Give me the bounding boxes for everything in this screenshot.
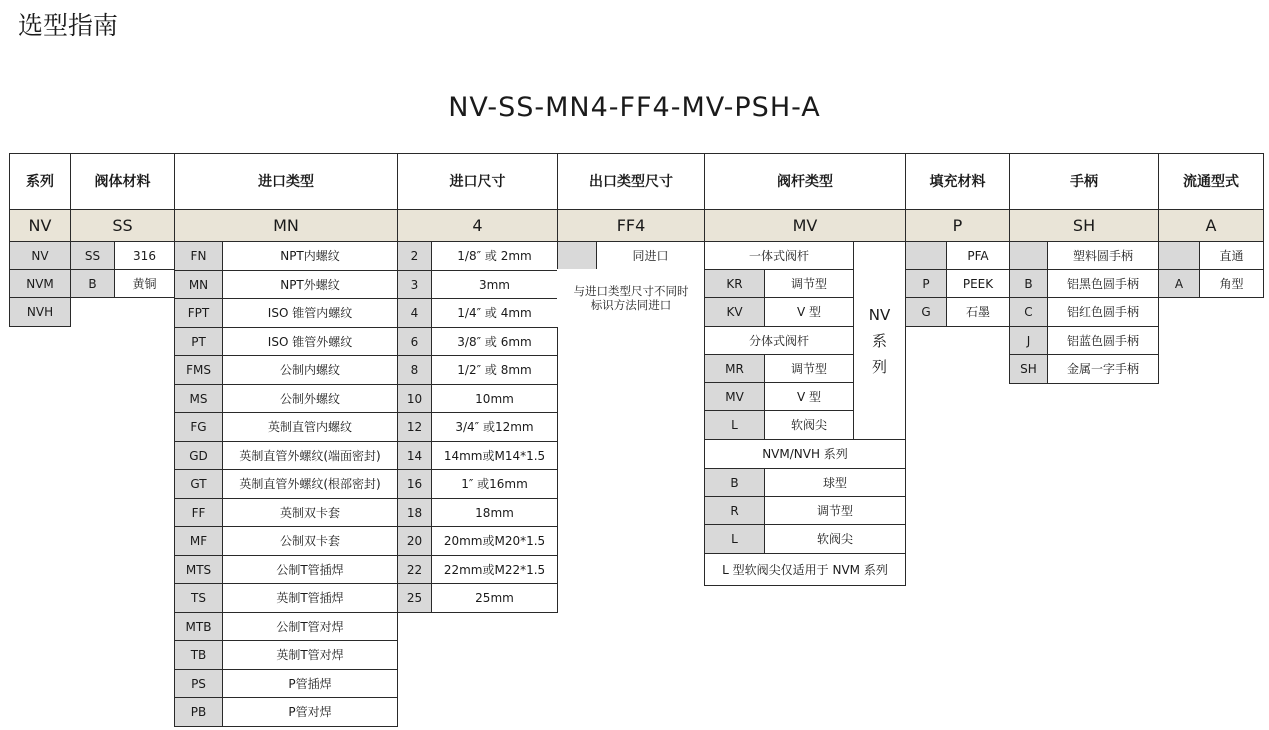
flow-code bbox=[1158, 241, 1200, 270]
stem-desc: 软阀尖 bbox=[764, 524, 906, 554]
inlet-type-code: PT bbox=[174, 327, 223, 356]
header-series: 系列 bbox=[9, 153, 71, 210]
inlet-type-desc: 英制直管外螺纹(端面密封) bbox=[222, 441, 398, 470]
inlet-type-desc: 英制T管对焊 bbox=[222, 640, 398, 670]
inlet-type-code: FPT bbox=[174, 298, 223, 328]
inlet-type-desc: 英制直管内螺纹 bbox=[222, 412, 398, 442]
inlet-type-desc: 公制双卡套 bbox=[222, 526, 398, 556]
inlet-type-code: TS bbox=[174, 583, 223, 613]
material-desc: 黄铜 bbox=[114, 269, 175, 298]
inlet-size-desc: 1″ 或16mm bbox=[431, 469, 558, 499]
inlet-size-desc: 10mm bbox=[431, 384, 558, 413]
stem-desc: 调节型 bbox=[764, 269, 854, 298]
inlet-type-code: PS bbox=[174, 669, 223, 698]
inlet-size-desc: 1/4″ 或 4mm bbox=[431, 298, 558, 328]
inlet-type-code: TB bbox=[174, 640, 223, 670]
handle-code: J bbox=[1009, 326, 1048, 355]
inlet-size-desc: 1/8″ 或 2mm bbox=[431, 241, 558, 271]
inlet-size-code: 16 bbox=[397, 469, 432, 499]
inlet-type-code: FN bbox=[174, 241, 223, 271]
handle-desc: 铝蓝色圆手柄 bbox=[1047, 326, 1159, 355]
inlet-size-code: 6 bbox=[397, 327, 432, 356]
stem-code: KR bbox=[704, 269, 765, 298]
inlet-size-desc: 3/8″ 或 6mm bbox=[431, 327, 558, 356]
handle-code: SH bbox=[1009, 354, 1048, 384]
stem-code: KV bbox=[704, 297, 765, 327]
flow-desc: 角型 bbox=[1199, 269, 1264, 298]
outlet-note-text: 与进口类型尺寸不同时标识方法同进口 bbox=[573, 284, 689, 312]
handle-desc: 塑料圆手柄 bbox=[1047, 241, 1159, 270]
inlet-size-code: 4 bbox=[397, 298, 432, 328]
inlet-type-code: GD bbox=[174, 441, 223, 470]
material-code: SS bbox=[70, 241, 115, 270]
series-code: NVH bbox=[9, 297, 71, 327]
model-code: NV-SS-MN4-FF4-MV-PSH-A bbox=[448, 92, 821, 123]
example-flow: A bbox=[1158, 209, 1264, 242]
stem-desc: 调节型 bbox=[764, 496, 906, 525]
stem-nv-series-label bbox=[853, 241, 906, 440]
outlet-note bbox=[557, 269, 705, 327]
inlet-size-code: 8 bbox=[397, 355, 432, 385]
packing-code: G bbox=[905, 297, 947, 327]
stem-code: B bbox=[704, 468, 765, 497]
header-stem-type: 阀杆类型 bbox=[704, 153, 906, 210]
inlet-size-code: 3 bbox=[397, 270, 432, 299]
inlet-size-code: 10 bbox=[397, 384, 432, 413]
inlet-size-code: 22 bbox=[397, 555, 432, 584]
inlet-size-code: 2 bbox=[397, 241, 432, 271]
stem-split-label: 分体式阀杆 bbox=[704, 326, 854, 355]
packing-desc: 石墨 bbox=[946, 297, 1010, 327]
header-packing: 填充材料 bbox=[905, 153, 1010, 210]
example-stem-type: MV bbox=[704, 209, 906, 242]
example-series: NV bbox=[9, 209, 71, 242]
example-inlet-type: MN bbox=[174, 209, 398, 242]
inlet-type-code: MTS bbox=[174, 555, 223, 584]
inlet-type-code: PB bbox=[174, 697, 223, 727]
stem-code: L bbox=[704, 524, 765, 554]
inlet-size-desc: 20mm或M20*1.5 bbox=[431, 526, 558, 556]
header-inlet-size: 进口尺寸 bbox=[397, 153, 558, 210]
inlet-size-code: 12 bbox=[397, 412, 432, 442]
stem-code: R bbox=[704, 496, 765, 525]
inlet-size-code: 18 bbox=[397, 498, 432, 527]
inlet-type-desc: ISO 锥管内螺纹 bbox=[222, 298, 398, 328]
series-code: NV bbox=[9, 241, 71, 270]
inlet-type-code: MS bbox=[174, 384, 223, 413]
inlet-size-desc: 25mm bbox=[431, 583, 558, 613]
packing-code bbox=[905, 241, 947, 270]
inlet-size-code: 14 bbox=[397, 441, 432, 470]
handle-desc: 铝黑色圆手柄 bbox=[1047, 269, 1159, 298]
inlet-type-code: FMS bbox=[174, 355, 223, 385]
stem-code: L bbox=[704, 410, 765, 440]
stem-code: MV bbox=[704, 382, 765, 411]
inlet-type-desc: P管插焊 bbox=[222, 669, 398, 698]
handle-desc: 铝红色圆手柄 bbox=[1047, 297, 1159, 327]
flow-desc: 直通 bbox=[1199, 241, 1264, 270]
inlet-type-desc: 公制T管插焊 bbox=[222, 555, 398, 584]
stem-one-piece-label: 一体式阀杆 bbox=[704, 241, 854, 270]
inlet-type-desc: 英制双卡套 bbox=[222, 498, 398, 527]
inlet-size-desc: 14mm或M14*1.5 bbox=[431, 441, 558, 470]
stem-nv-series-text: NV系列 bbox=[868, 305, 891, 376]
stem-desc: V 型 bbox=[764, 297, 854, 327]
stem-nvm-label: NVM/NVH 系列 bbox=[704, 439, 906, 469]
header-outlet: 出口类型尺寸 bbox=[557, 153, 705, 210]
material-code: B bbox=[70, 269, 115, 298]
flow-code: A bbox=[1158, 269, 1200, 298]
inlet-type-code: MTB bbox=[174, 612, 223, 641]
example-packing: P bbox=[905, 209, 1010, 242]
inlet-type-code: GT bbox=[174, 469, 223, 499]
inlet-type-code: FG bbox=[174, 412, 223, 442]
handle-desc: 金属一字手柄 bbox=[1047, 354, 1159, 384]
inlet-type-desc: 英制直管外螺纹(根部密封) bbox=[222, 469, 398, 499]
inlet-type-code: MN bbox=[174, 270, 223, 299]
inlet-type-desc: 公制外螺纹 bbox=[222, 384, 398, 413]
inlet-type-desc: ISO 锥管外螺纹 bbox=[222, 327, 398, 356]
packing-code: P bbox=[905, 269, 947, 298]
header-handle: 手柄 bbox=[1009, 153, 1159, 210]
example-handle: SH bbox=[1009, 209, 1159, 242]
stem-code: MR bbox=[704, 354, 765, 383]
inlet-size-code: 20 bbox=[397, 526, 432, 556]
inlet-size-desc: 3/4″ 或12mm bbox=[431, 412, 558, 442]
stem-desc: V 型 bbox=[764, 382, 854, 411]
example-body-material: SS bbox=[70, 209, 175, 242]
stem-desc: 调节型 bbox=[764, 354, 854, 383]
inlet-size-desc: 1/2″ 或 8mm bbox=[431, 355, 558, 385]
handle-code: B bbox=[1009, 269, 1048, 298]
inlet-type-code: MF bbox=[174, 526, 223, 556]
inlet-type-desc: NPT外螺纹 bbox=[222, 270, 398, 299]
header-body-material: 阀体材料 bbox=[70, 153, 175, 210]
series-code: NVM bbox=[9, 269, 71, 298]
inlet-type-desc: 公制内螺纹 bbox=[222, 355, 398, 385]
inlet-size-code: 25 bbox=[397, 583, 432, 613]
material-desc: 316 bbox=[114, 241, 175, 270]
stem-desc: 球型 bbox=[764, 468, 906, 497]
stem-desc: 软阀尖 bbox=[764, 410, 854, 440]
header-inlet-type: 进口类型 bbox=[174, 153, 398, 210]
stem-footnote: L 型软阀尖仅适用于 NVM 系列 bbox=[704, 553, 906, 586]
inlet-size-desc: 18mm bbox=[431, 498, 558, 527]
inlet-type-desc: 公制T管对焊 bbox=[222, 612, 398, 641]
handle-code bbox=[1009, 241, 1048, 270]
example-inlet-size: 4 bbox=[397, 209, 558, 242]
handle-code: C bbox=[1009, 297, 1048, 327]
inlet-type-desc: 英制T管插焊 bbox=[222, 583, 398, 613]
inlet-size-desc: 22mm或M22*1.5 bbox=[431, 555, 558, 584]
packing-desc: PEEK bbox=[946, 269, 1010, 298]
packing-desc: PFA bbox=[946, 241, 1010, 270]
header-flow: 流通型式 bbox=[1158, 153, 1264, 210]
inlet-type-desc: NPT内螺纹 bbox=[222, 241, 398, 271]
inlet-type-desc: P管对焊 bbox=[222, 697, 398, 727]
example-outlet: FF4 bbox=[557, 209, 705, 242]
page-title: 选型指南 bbox=[18, 11, 119, 40]
outlet-code-empty bbox=[557, 241, 597, 270]
inlet-size-desc: 3mm bbox=[431, 270, 558, 299]
inlet-type-code: FF bbox=[174, 498, 223, 527]
outlet-same-desc: 同进口 bbox=[596, 241, 705, 270]
